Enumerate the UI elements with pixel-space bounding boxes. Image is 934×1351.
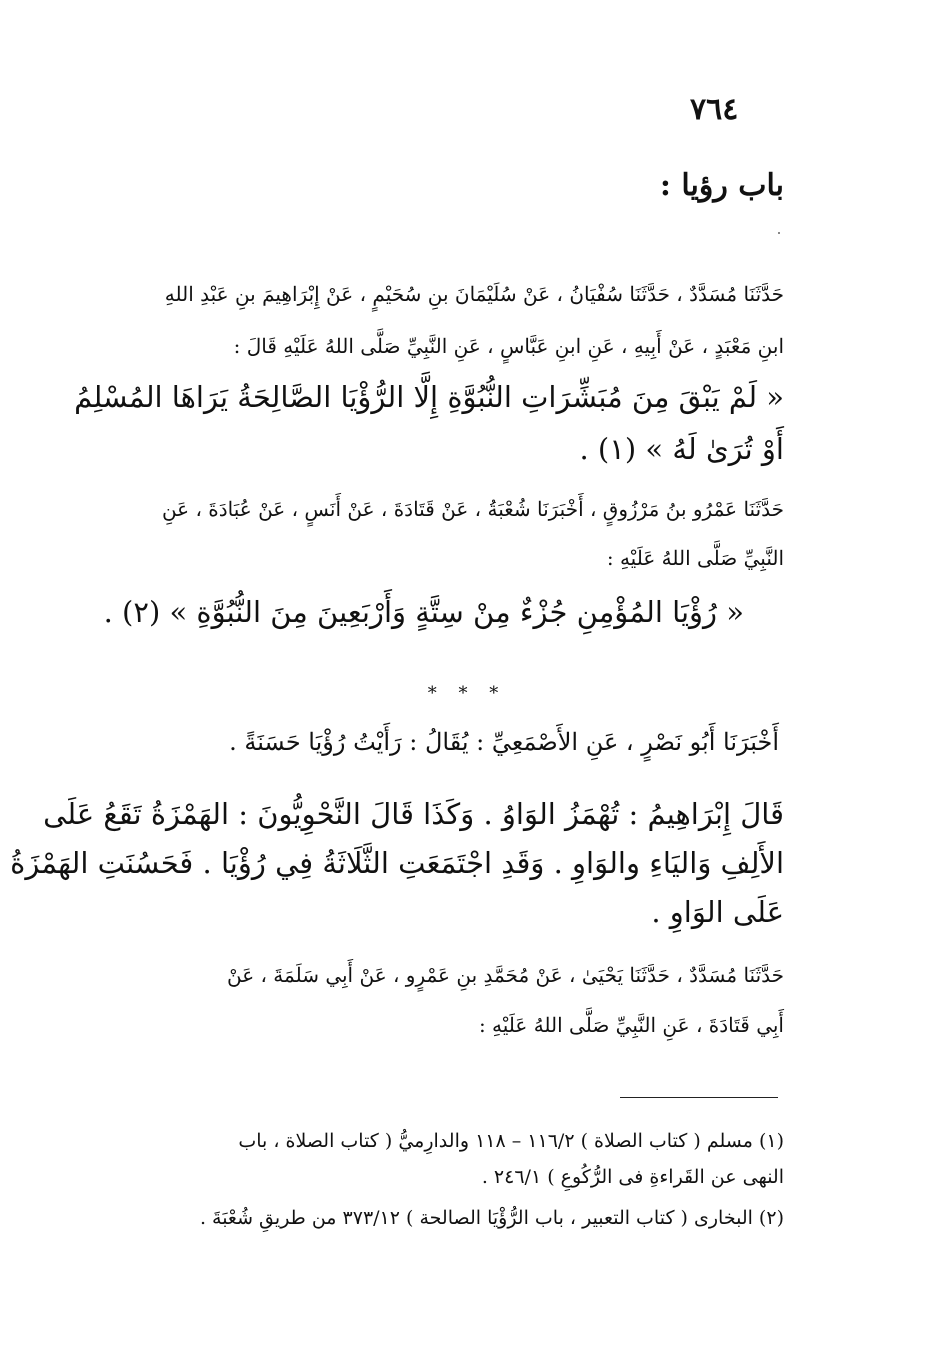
hadith-text-line: « رُؤْيَا المُؤْمِنِ جُزْءٌ مِنْ سِتَّةٍ وَأَرْبَعِينَ مِنَ النُّبُوَّةِ » (٢) . <box>103 595 744 629</box>
isnad-line: أَبِي قَتَادَةَ ، عَنِ النَّبِيِّ صَلَّى اللهُ عَلَيْهِ : <box>478 1013 784 1037</box>
isnad-line: حَدَّثَنَا مُسَدَّدٌ ، حَدَّثَنَا سُفْيَانُ ، عَنْ سُلَيْمَانَ بنِ سُحَيْمٍ ، عَنْ إِبْرَاهِيمَ بنِ عَبْدِ اللهِ <box>164 282 784 306</box>
footnote-line: النهى عن القَراءةِ فى الرُّكُوعِ ) ٢٤٦/١ . <box>481 1166 784 1188</box>
isnad-line: النَّبِيِّ صَلَّى اللهُ عَلَيْهِ : <box>606 546 784 570</box>
text-line: الأَلِفِ وَاليَاءِ والوَاوِ . وَقَدِ اجْتَمَعَتِ الثَّلَاثَةُ فِي رُؤْيَا . فَحَسُنَتِ الهَمْزَةُ <box>10 846 784 880</box>
text-line: قَالَ إِبْرَاهِيمُ : تُهْمَزُ الوَاوُ . وَكَذَا قَالَ النَّحْوِيُّونَ : الهَمْزَةُ تَقَعُ عَلَى <box>43 797 784 831</box>
footnote-divider <box>620 1097 778 1098</box>
section-separator: * * * <box>427 683 507 704</box>
footnote-line: (٢) البخارى ( كتاب التعبير ، باب الرُّؤْيَا الصالحة ) ٣٧٣/١٢ من طريقِ شُعْبَةَ . <box>199 1207 784 1229</box>
hadith-text-line: « لَمْ يَبْقَ مِنَ مُبَشِّرَاتِ النُّبُوَّةِ إِلَّا الرُّؤْيَا الصَّالِحَةُ يَرَاهَا المُسْلِمُ <box>74 380 784 414</box>
hadith-text-line: أَوْ تُرَىٰ لَهُ » (١) . <box>579 432 784 466</box>
chapter-title: باب رؤيا : <box>659 168 784 203</box>
isnad-line: حَدَّثَنَا مُسَدَّدٌ ، حَدَّثَنَا يَحْيَىٰ ، عَنْ مُحَمَّدِ بنِ عَمْرٍو ، عَنْ أَبِي سَلَمَةَ ، عَنْ <box>226 963 784 987</box>
isnad-line: ابنِ مَعْبَدٍ ، عَنْ أَبِيهِ ، عَنِ ابنِ عَبَّاسٍ ، عَنِ النَّبِيِّ صَلَّى اللهُ عَلَيْهِ قَالَ : <box>233 334 784 358</box>
footnote-line: (١) مسلم ( كتاب الصلاة ) ١١٦/٢ – ١١٨ والدارِميُّ ( كتاب الصلاة ، باب <box>238 1130 784 1152</box>
text-line: أَخْبَرَنَا أَبُو نَصْرٍ ، عَنِ الأَصْمَعِيِّ : يُقَالُ : رَأَيْتُ رُؤْيَا حَسَنَةً . <box>229 728 779 756</box>
isnad-line: حَدَّثَنَا عَمْرُو بنُ مَرْزُوقٍ ، أَخْبَرَنَا شُعْبَةُ ، عَنْ قَتَادَةَ ، عَنْ أَنَسٍ ، عَنْ عُبَادَةَ ، عَنِ <box>161 497 784 521</box>
page-number: ٧٦٤ <box>690 92 739 127</box>
ink-mark <box>778 232 780 234</box>
text-line: عَلَى الوَاوِ . <box>651 895 784 929</box>
